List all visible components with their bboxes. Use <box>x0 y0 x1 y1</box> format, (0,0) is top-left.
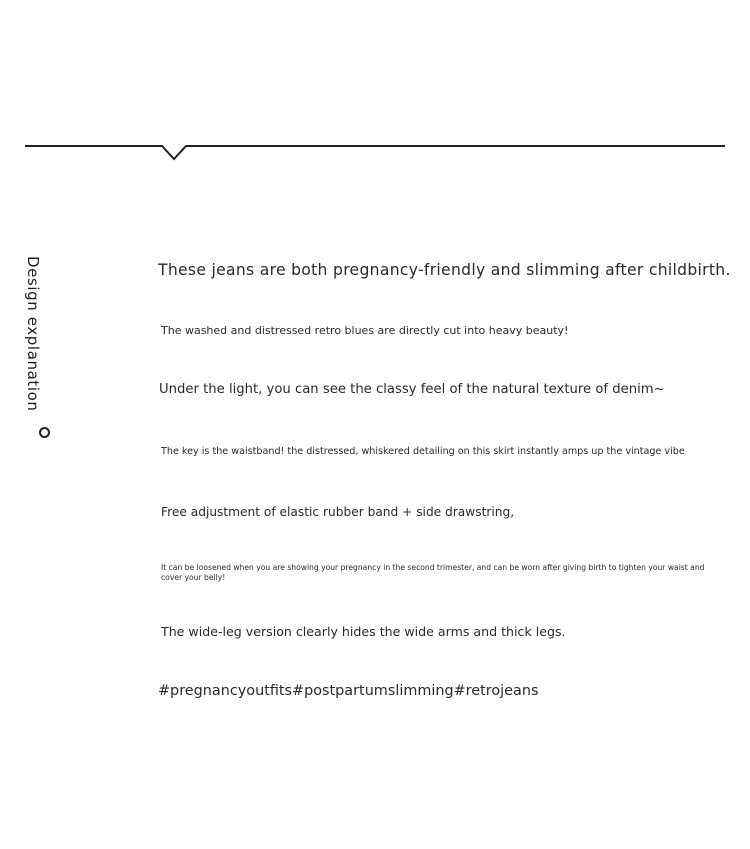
description-line-3: Under the light, you can see the classy feel of the natural texture of denim~ <box>159 382 665 397</box>
section-divider <box>0 0 750 180</box>
description-line-1: These jeans are both pregnancy-friendly and slimming after childbirth. <box>158 261 731 279</box>
description-line-4: The key is the waistband! the distressed, whiskered detailing on this skirt instantly amps up the vintage vibe <box>161 446 685 457</box>
circle-bullet-icon <box>39 427 50 438</box>
description-line-2: The washed and distressed retro blues are directly cut into heavy beauty! <box>161 324 569 337</box>
description-line-6: It can be loosened when you are showing your pregnancy in the second trimester, and can be worn after giving birth to tighten your waist and cover your belly! <box>161 563 705 582</box>
description-line-5: Free adjustment of elastic rubber band + side drawstring, <box>161 505 515 519</box>
divider-line-with-notch <box>25 146 725 159</box>
hashtags-line: #pregnancyoutfits#postpartumslimming#retrojeans <box>158 683 539 699</box>
design-explanation-heading: Design explanation <box>24 256 42 412</box>
description-line-7: The wide-leg version clearly hides the wide arms and thick legs. <box>161 624 566 639</box>
